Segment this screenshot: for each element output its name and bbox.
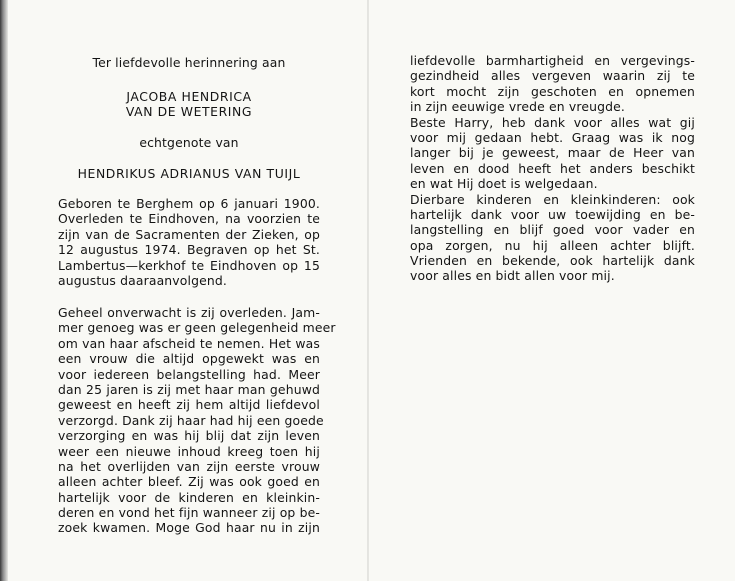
right-line: kort mocht zijn geschoten en opnemen bbox=[410, 83, 695, 99]
tribute-line: Geheel onverwacht is zij overleden. Jam- bbox=[58, 305, 320, 320]
card-fold-line bbox=[367, 0, 369, 581]
right-line: Dierbare kinderen en kleinkinderen: ook bbox=[410, 191, 695, 207]
facts-paragraph bbox=[58, 196, 320, 288]
tribute-line: alleen achter bleef. Zij was ook goed en bbox=[58, 474, 320, 490]
intro-text: Ter liefdevolle herinnering aan bbox=[92, 55, 286, 70]
right-line: Vrienden en bekende, ook hartelijk dank bbox=[410, 253, 695, 269]
tribute-line: na het overlijden van zijn eerste vrouw bbox=[58, 458, 320, 474]
facts-line: Geboren te Berghem op 6 januari 1900. bbox=[58, 196, 320, 211]
facts-line: augustus daaraanvolgend. bbox=[58, 272, 228, 288]
tribute-line: mer genoeg was er geen gelegenheid meer bbox=[58, 320, 336, 336]
tribute-line: geweest en heeft zij hem altijd liefdevol bbox=[58, 397, 320, 413]
tribute-line: zoek kwamen. Moge God haar nu in zijn bbox=[58, 520, 320, 536]
right-line: hartelijk dank voor uw toewijding en be- bbox=[410, 206, 695, 222]
tribute-line: dan 25 jaren is zij met haar man gehuwd bbox=[58, 381, 320, 397]
tribute-line: voor iedereen belangstelling had. Meer bbox=[58, 366, 320, 382]
tribute-line: deren en vond het fijn wanneer zij op be- bbox=[58, 505, 320, 521]
facts-line: zijn van de Sacramenten der Zieken, op bbox=[58, 226, 320, 242]
facts-line: Lambertus—kerkhof te Eindhoven op 15 bbox=[58, 257, 320, 273]
deceased-name-line1: JACOBA HENDRICA bbox=[126, 89, 252, 104]
right-line: gezindheid alles vergeven waarin zij te bbox=[410, 68, 695, 84]
tribute-line: een vrouw die altijd opgewekt was en bbox=[58, 351, 320, 367]
right-line: liefdevolle barmhartigheid en vergevings- bbox=[410, 53, 695, 68]
right-line: Beste Harry, heb dank voor alles wat gij bbox=[410, 114, 695, 130]
right-paragraph bbox=[410, 53, 695, 284]
right-line: en wat Hij doet is welgedaan. bbox=[410, 176, 598, 192]
tribute-line: om van haar afscheid te nemen. Het was bbox=[58, 335, 320, 351]
tribute-line: verzorgd. Dank zij haar had hij een goede bbox=[58, 412, 324, 428]
tribute-line: weer een nieuwe inhoud kreeg toen hij bbox=[58, 443, 320, 459]
tribute-line: verzorging en was hij blij dat zijn leven bbox=[58, 428, 320, 444]
spouse-intro-text: echtgenote van bbox=[139, 135, 239, 150]
tribute-paragraph bbox=[58, 305, 336, 536]
tribute-line: hartelijk voor de kinderen en kleinkin- bbox=[58, 489, 320, 505]
facts-line: Overleden te Eindhoven, na voorzien te bbox=[58, 211, 320, 227]
right-line: opa zorgen, nu hij alleen achter blijft. bbox=[410, 237, 695, 253]
deceased-name-line2: VAN DE WETERING bbox=[125, 104, 253, 119]
right-line: in zijn eeuwige vrede en vreugde. bbox=[410, 99, 626, 115]
right-line: voor mij gedaan hebt. Graag was ik nog bbox=[410, 129, 695, 145]
right-line: leven en dood heeft het anders beschikt bbox=[410, 160, 695, 176]
right-line: langer bij je geweest, maar de Heer van bbox=[410, 145, 695, 161]
card-left-edge bbox=[0, 0, 8, 581]
spouse-name: HENDRIKUS ADRIANUS VAN TUIJL bbox=[77, 166, 301, 181]
facts-line: 12 augustus 1974. Begraven op het St. bbox=[58, 242, 320, 258]
right-line: voor alles en bidt allen voor mij. bbox=[410, 268, 615, 284]
right-line: langstelling en blijf goed voor vader en bbox=[410, 222, 695, 238]
